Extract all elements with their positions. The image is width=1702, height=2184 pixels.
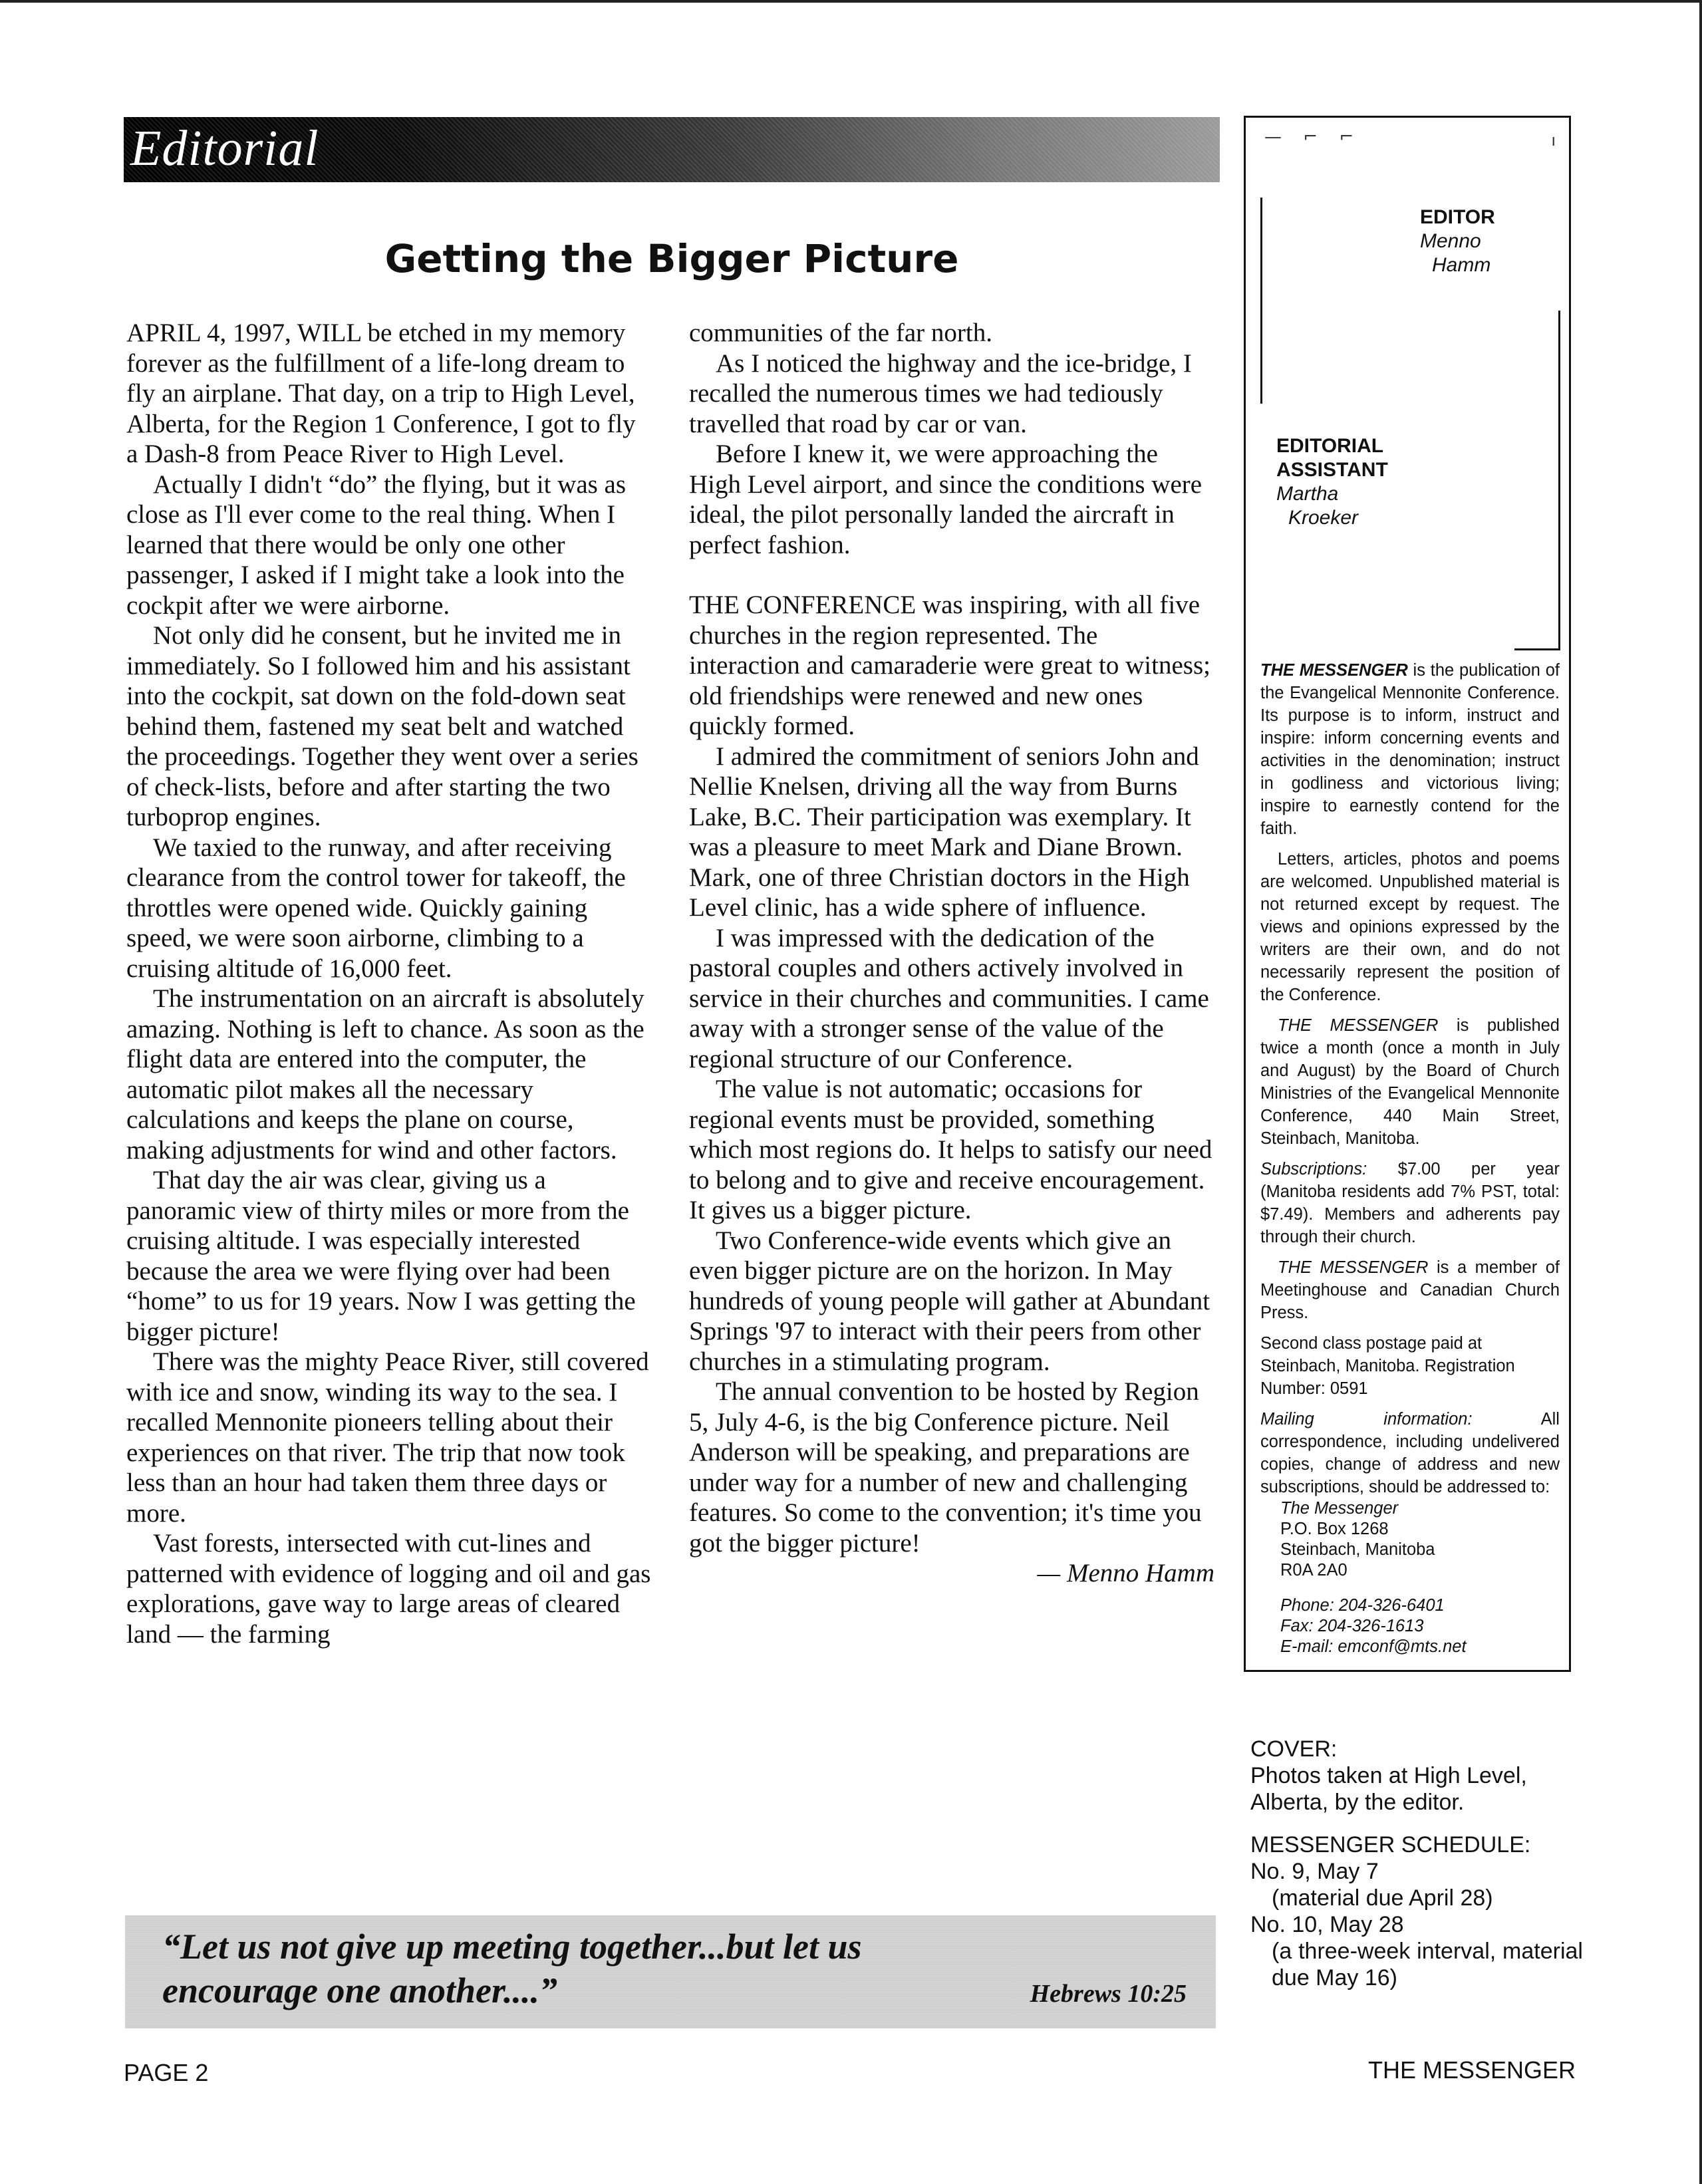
paragraph: Vast forests, intersected with cut-lines and patterned with evidence of logging and oil and gas explorations, gave way to large areas of cleared land — the farming xyxy=(126,1529,651,1649)
schedule-item-detail: (a three-week interval, material due May 16) xyxy=(1272,1939,1583,1990)
address-line: P.O. Box 1268 xyxy=(1280,1520,1389,1538)
assistant-name-last: Kroeker xyxy=(1288,507,1359,529)
contact-info xyxy=(1260,1595,1560,1657)
mailing-label: Mailing information: xyxy=(1260,1410,1473,1429)
phone-number: Phone: 204-326-6401 xyxy=(1280,1596,1445,1615)
assistant-label: EDITORIAL xyxy=(1276,435,1384,457)
publication-title: THE MESSENGER xyxy=(1260,661,1408,680)
editor-name-last: Hamm xyxy=(1432,254,1491,276)
subscriptions-text: $7.00 per year (Manitoba residents add 7% PST, total: $7.49). Members and adherents pay through their church. xyxy=(1260,1160,1560,1246)
paragraph: Not only did he consent, but he invited me in immediately. So I followed him and his assistant into the cockpit, sat down on the fold-down seat behind them, fastened my seat belt and watched the proceedings. Together they went over a series of check-lists, before and after starting the two turboprop engines. xyxy=(126,621,638,831)
cover-heading: COVER: xyxy=(1250,1736,1338,1762)
paragraph: communities of the far north. xyxy=(689,319,992,347)
scripture-quote-box xyxy=(125,1915,1216,2028)
cover-text: Photos taken at High Level, Alberta, by the editor. xyxy=(1250,1763,1527,1815)
paragraph: There was the mighty Peace River, still covered with ice and snow, winding its way to the sea. I recalled Mennonite pioneers telling about their experiences on that river. The trip that now took less than an hour had taken them three days or more. xyxy=(126,1347,649,1528)
signature: — Menno Hamm xyxy=(1037,1559,1214,1587)
paragraph: The instrumentation on an aircraft is absolutely amazing. Nothing is left to chance. As soon as the flight data are entered into the computer, the automatic pilot makes all the necessary calculations and keeps the plane on course, making adjustments for wind and other factors. xyxy=(126,984,644,1164)
print-mark: — ⌐ ⌐ xyxy=(1264,127,1362,147)
paragraph: That day the air was clear, giving us a panoramic view of thirty miles or more from the cruising altitude. I was especially interested because the area we were flying over had been “home” to us for 19 years. Now I was getting the bigger picture! xyxy=(126,1166,636,1346)
publisher-text: is published twice a month (once a month in July and August) by the Board of Church Ministries of the Evangelical Mennonite Conference, 440 Main Street, Steinbach, Manitoba. xyxy=(1260,1016,1560,1148)
schedule-item: No. 9, May 7 xyxy=(1250,1859,1379,1884)
mailing-address xyxy=(1260,1498,1560,1581)
paragraph: APRIL 4, 1997, WILL be etched in my memory forever as the fulfillment of a life-long dream to fly an airplane. That day, on a trip to High Level, Alberta, for the Region 1 Conference, I got to fly a Dash-8 from Peace River to High Level. xyxy=(126,319,636,468)
mailing-text: All correspondence, including undelivered copies, change of address and new subscriptions, should be addressed to: xyxy=(1260,1410,1560,1496)
paragraph: We taxied to the runway, and after receiving clearance from the control tower for takeoff, the throttles were opened wide. Quickly gaining speed, we were soon airborne, climbing to a cruising altitude of 16,000 feet. xyxy=(126,833,626,983)
masthead-rule xyxy=(1514,648,1560,650)
publication-name: THE MESSENGER xyxy=(1367,2056,1576,2084)
paragraph: I was impressed with the dedication of the pastoral couples and others actively involved in service in their churches and communities. I came away with a stronger sense of the value of the regional structure of our Conference. xyxy=(689,923,1209,1073)
masthead-editor xyxy=(1420,205,1495,277)
scripture-reference: Hebrews 10:25 xyxy=(1030,1980,1187,2008)
article-headline: Getting the Bigger Picture xyxy=(384,236,959,281)
schedule-item: No. 10, May 28 xyxy=(1250,1912,1404,1937)
paragraph: Before I knew it, we were approaching the High Level airport, and since the conditions were ideal, the pilot personally landed the aircraft in perfect fashion. xyxy=(689,440,1203,559)
address-line: Steinbach, Manitoba xyxy=(1280,1540,1435,1559)
subscriptions-paragraph xyxy=(1260,1158,1560,1248)
quote-line: encourage one another....” xyxy=(162,1971,558,2010)
publisher-paragraph xyxy=(1260,1014,1560,1150)
section-label: Editorial xyxy=(130,120,319,176)
paragraph: The value is not automatic; occasions for regional events must be provided, something which most regions do. It helps to satisfy our need to belong and to give and receive encouragement. It gives us a bigger picture. xyxy=(689,1075,1212,1224)
page-border-top xyxy=(0,0,1702,3)
address-line: R0A 2A0 xyxy=(1280,1561,1347,1579)
print-mark: ı xyxy=(1551,131,1556,150)
masthead-assistant xyxy=(1276,434,1388,530)
email-address: E-mail: emconf@mts.net xyxy=(1280,1637,1467,1656)
publication-title: THE MESSENGER xyxy=(1278,1258,1429,1277)
purpose-paragraph xyxy=(1260,659,1560,840)
membership-paragraph xyxy=(1260,1256,1560,1324)
paragraph: Two Conference-wide events which give an even bigger picture are on the horizon. In May hundreds of young people will gather at Abundant Springs '97 to interact with their peers from other churches in a stimulating program. xyxy=(689,1226,1210,1376)
editor-label: EDITOR xyxy=(1420,206,1495,228)
masthead-info xyxy=(1260,659,1560,1657)
editor-name-first: Menno xyxy=(1420,230,1481,252)
membership-text: is a member of Meetinghouse and Canadian Church Press. xyxy=(1260,1258,1560,1322)
masthead-rule xyxy=(1260,198,1262,404)
paragraph: As I noticed the highway and the ice-bridge, I recalled the numerous times we had tediously travelled that road by car or van. xyxy=(689,348,1192,438)
quote-line: “Let us not give up meeting together...but let us xyxy=(162,1927,862,1967)
article-column-2 xyxy=(689,318,1214,1589)
masthead-box xyxy=(1244,116,1571,1672)
address-line: The Messenger xyxy=(1280,1499,1399,1518)
page-number: PAGE 2 xyxy=(124,2059,209,2086)
page-border-right xyxy=(1699,0,1702,2184)
assistant-label: ASSISTANT xyxy=(1276,459,1388,481)
paragraph: The annual convention to be hosted by Region 5, July 4-6, is the big Conference picture. Neil Anderson will be speaking, and preparations are under way for a number of new and challenging features. So come to the convention; it's time you got the bigger picture! xyxy=(689,1377,1202,1558)
publication-title: THE MESSENGER xyxy=(1278,1016,1439,1035)
subscriptions-label: Subscriptions: xyxy=(1260,1160,1367,1178)
assistant-name-first: Martha xyxy=(1276,483,1339,505)
paragraph: Actually I didn't “do” the flying, but it was as close as I'll ever come to the real thing. When I learned that there would be only one other passenger, I asked if I might take a look into the cockpit after we were airborne. xyxy=(126,470,627,620)
cover-note xyxy=(1250,1736,1583,1816)
schedule-heading: MESSENGER SCHEDULE: xyxy=(1250,1832,1531,1857)
postage-paragraph: Second class postage paid at Steinbach, Manitoba. Registration Number: 0591 xyxy=(1260,1334,1515,1398)
schedule-item-detail: (material due April 28) xyxy=(1272,1885,1493,1911)
submissions-paragraph: Letters, articles, photos and poems are welcomed. Unpublished material is not returned except by request. The views and opinions expressed by the writers are their own, and do not necessarily represent the position of the Conference. xyxy=(1260,850,1560,1004)
article-column-1 xyxy=(126,318,652,1649)
section-banner xyxy=(124,117,1220,182)
mailing-paragraph xyxy=(1260,1408,1560,1498)
masthead-rule xyxy=(1558,311,1560,650)
fax-number: Fax: 204-326-1613 xyxy=(1280,1617,1424,1635)
sidebar-notes xyxy=(1250,1736,1583,2007)
paragraph: THE CONFERENCE was inspiring, with all five churches in the region represented. The interaction and camaraderie were great to witness; old friendships were renewed and new ones quickly formed. xyxy=(689,591,1210,740)
schedule-note xyxy=(1250,1832,1583,1991)
purpose-text: is the publication of the Evangelical Mennonite Conference. Its purpose is to inform, instruct and inspire: inform concerning events and activities in the denomination; instruct in godliness and victorious living; inspire to earnestly contend for the faith. xyxy=(1260,661,1560,838)
paragraph: I admired the commitment of seniors John and Nellie Knelsen, driving all the way from Burns Lake, B.C. Their participation was exemplary. It was a pleasure to meet Mark and Diane Brown. Mark, one of three Christian doctors in the High Level clinic, has a wide sphere of influence. xyxy=(689,742,1199,922)
